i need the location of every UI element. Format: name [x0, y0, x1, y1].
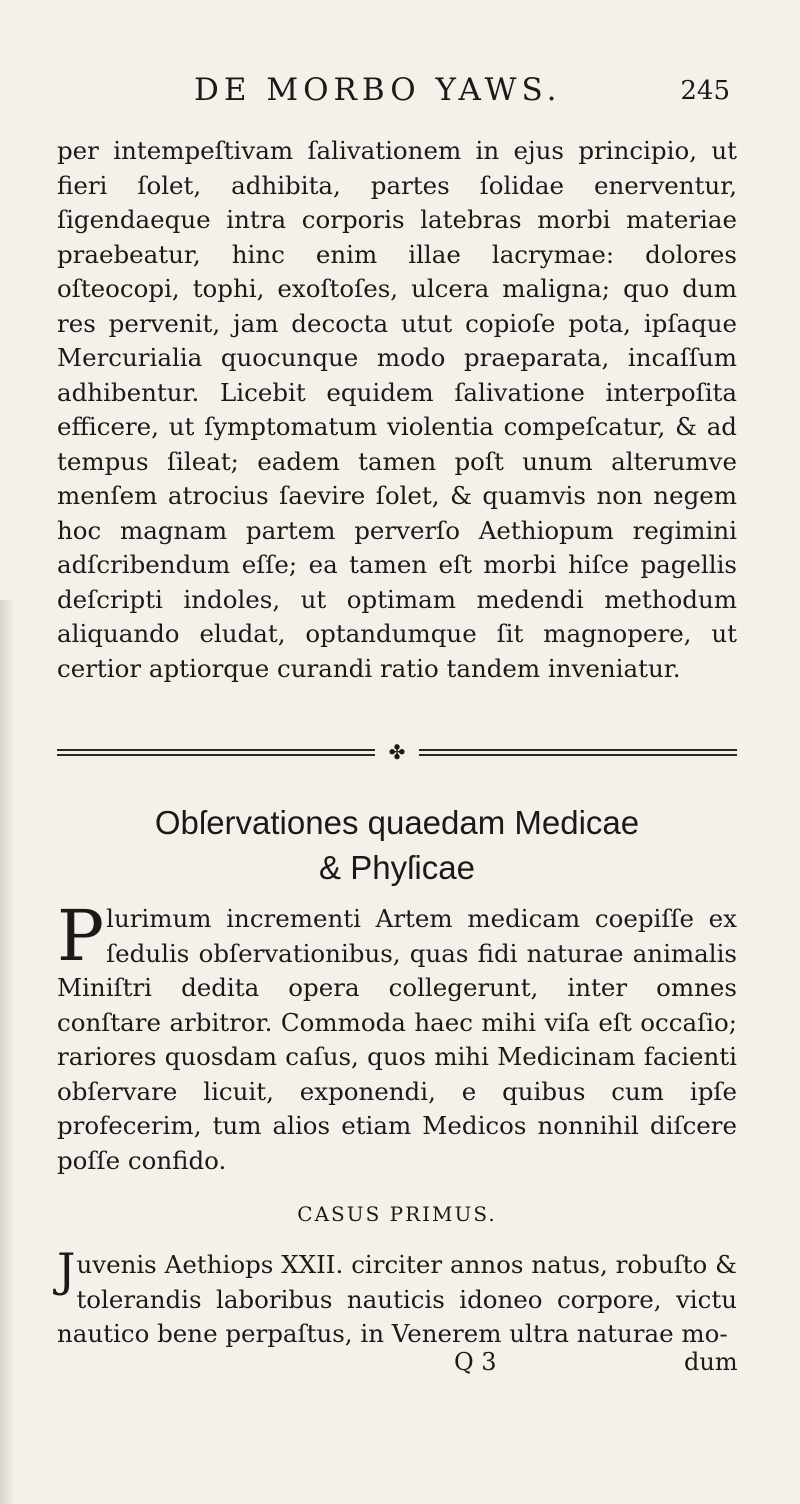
running-title: DE MORBO YAWS. [194, 72, 562, 108]
running-head [110, 72, 730, 112]
observations-paragraph [57, 895, 737, 1178]
page-gutter-shadow [0, 600, 14, 1504]
case-heading: CASUS PRIMUS. [297, 1202, 497, 1226]
ornamental-rule [57, 740, 737, 764]
observations-text: lurimum incrementi Artem medicam coepiſſe ex ſedulis obſervationibus, quas fidi naturae animalis Miniſtri dedita opera collegerunt, inter omnes conſtare arbitror. Commoda haec mihi viſa eſt occaſio; rariores quosdam caſus, quos mihi Medicinam facienti obſervare licuit, exponendi, e quibus cum ipſe profecerim, tum alios etiam Medicos nonnihil diſcere poſſe confido. [57, 904, 737, 1175]
paragraph-continuation: per intempeſtivam ſalivationem in ejus principio, ut fieri ſolet, adhibita, partes ſolidae enerventur, ſigendaeque intra corporis latebras morbi materiae praebeatur, hinc enim illae lacrymae: dolores oſteocopi, tophi, exoſtoſes, ulcera maligna; quo dum res pervenit, jam decocta utut copioſe pota, ipſaque Mercurialia quocunque modo praeparata, incaſſum adhibentur. Licebit equidem ſalivatione interpoſita efficere, ut ſymptomatum violentia compeſcatur, & ad tempus ſileat; eadem tamen poſt unum alterumve menſem atrocius ſaevire ſolet, & quamvis non negem hoc magnam partem perverſo Aethiopum regimini adſcribendum eſſe; ea tamen eſt morbi hiſce pagellis deſcripti indoles, ut optimam medendi methodum aliquando eludat, optandumque ſit magnopere, ut certior aptiorque curandi ratio tandem inveniatur. [57, 136, 737, 683]
case-paragraph [57, 1243, 737, 1352]
signature-mark: Q 3 [454, 1348, 497, 1376]
fleuron-ornament-icon: ✤ [375, 740, 419, 764]
case-drop-cap: J [57, 1243, 76, 1297]
section-title: Obſervationes quaedam Medicae [154, 804, 640, 841]
page-number: 245 [680, 76, 730, 106]
case-text: uvenis Aethiops XXII. circiter annos natus, robuſto & tolerandis laboribus nauticis idoneo corpore, victu nautico bene perpaſtus, in Venerem ultra naturae mo- [57, 1250, 737, 1348]
section-subtitle: & Phyſicae [319, 849, 475, 886]
drop-cap: P [57, 895, 105, 977]
catchword: dum [684, 1348, 738, 1376]
